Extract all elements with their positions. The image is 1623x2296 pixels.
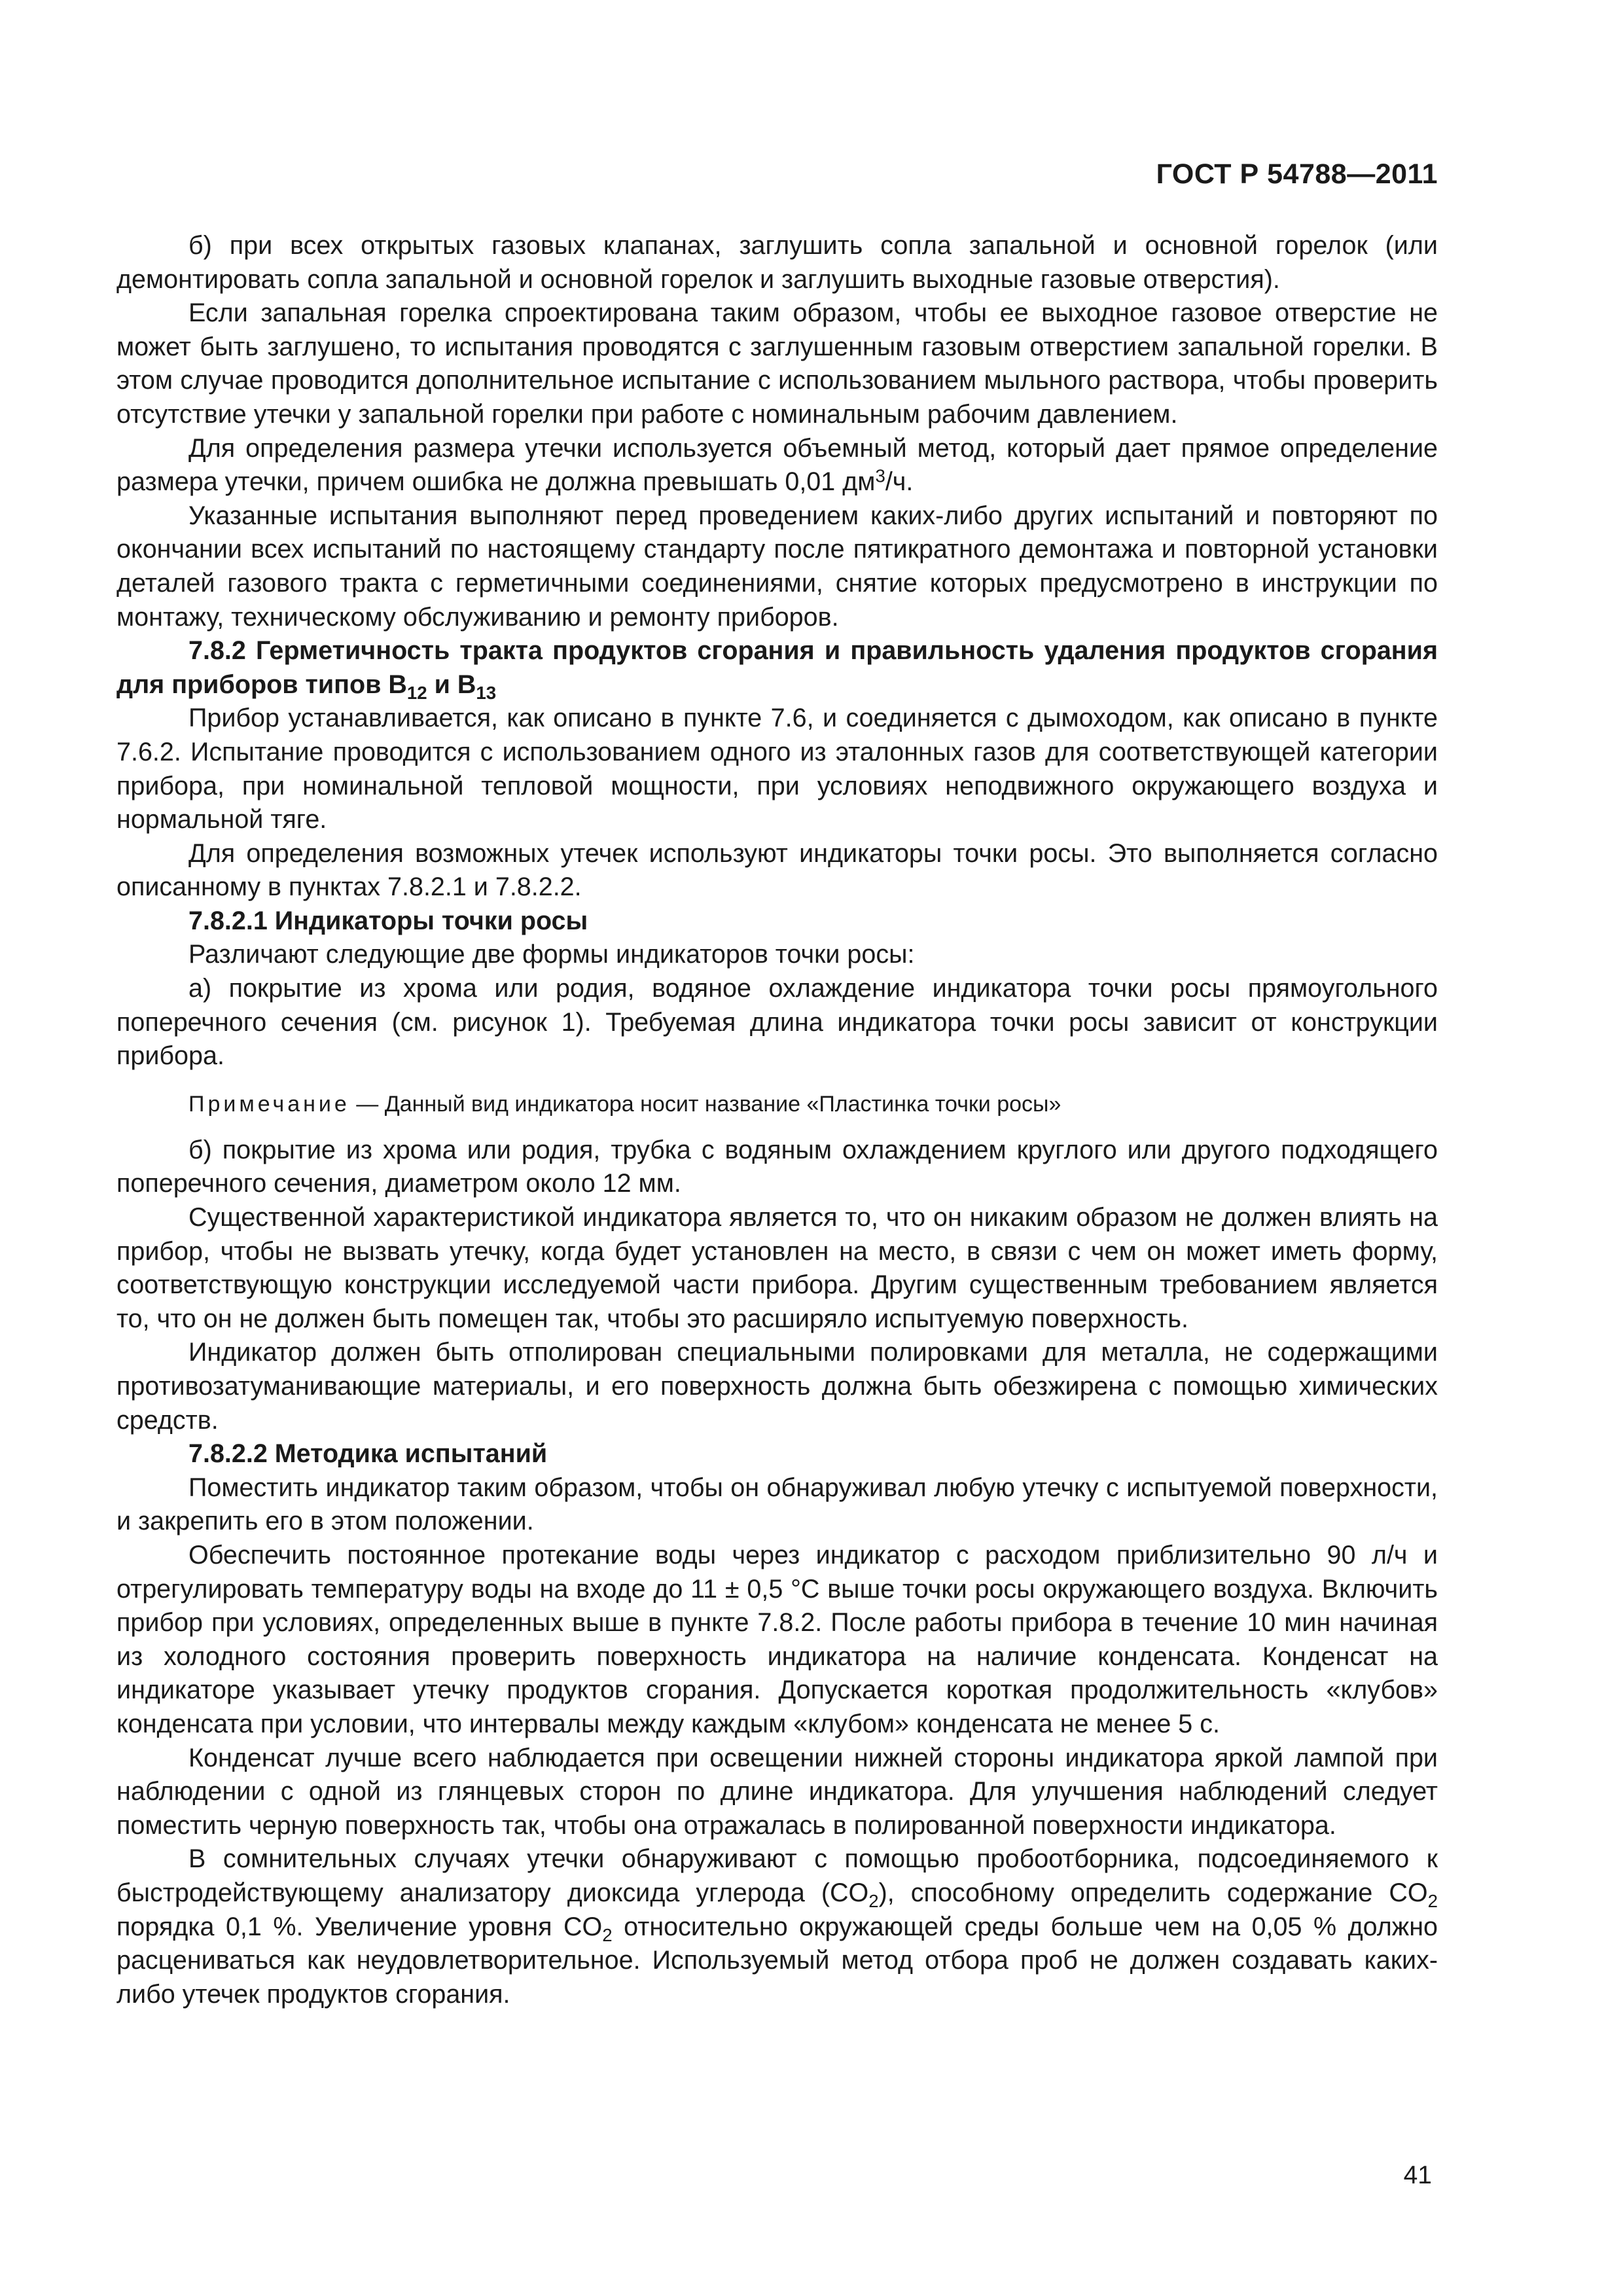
paragraph: Для определения размера утечки используется объемный метод, который дает прямое определение размера утечки, причем ошибка не должна превышать 0,01 $дм^3/ч$. bbox=[116, 433, 1438, 497]
paragraph: Существенной характеристикой индикатора является то, что он никаким образом не должен влиять на прибор, чтобы не вызвать утечку, когда будет установлен на место, в связи с чем он может иметь форму, соответствующую конструкции исследуемой части прибора. Другим существенным требованием является то, что он не должен быть помещен так, чтобы это расширяло испытуемую поверхность. bbox=[116, 1203, 1438, 1333]
paragraph: Если запальная горелка спроектирована таким образом, чтобы ее выходное газовое отверстие не может быть заглушено, то испытания проводятся с заглушенным газовым отверстием запальной горелки. В этом случае проводится дополнительное испытание с использованием мыльного раствора, чтобы проверить отсутствие утечки у запальной горелки при работе с номинальным рабочим давлением. bbox=[116, 298, 1438, 429]
paragraph: Указанные испытания выполняют перед проведением каких-либо других испытаний и повторяют по окончании всех испытаний по настоящему стандарту после пятикратного демонтажа и повторной установки деталей газового тракта с герметичными соединениями, снятие которых предусмотрено в инструкции по монтажу, техническому обслуживанию и ремонту приборов. bbox=[116, 501, 1438, 632]
paragraph: Поместить индикатор таким образом, чтобы он обнаруживал любую утечку с испытуемой поверхности, и закрепить его в этом положении. bbox=[116, 1473, 1438, 1536]
paragraph: Индикатор должен быть отполирован специальными полировками для металла, не содержащими противозатуманивающие материалы, и его поверхность должна быть обезжирена с помощью химических средств. bbox=[116, 1338, 1438, 1435]
paragraph: а) покрытие из хрома или родия, водяное охлаждение индикатора точки росы прямоугольного поперечного сечения (см. рисунок 1). Требуемая длина индикатора точки росы зависит от конструкции прибора. bbox=[116, 974, 1438, 1071]
paragraph: Для определения возможных утечек используют индикаторы точки росы. Это выполняется согласно описанному в пунктах 7.8.2.1 и 7.8.2.2. bbox=[116, 838, 1438, 902]
page-number: 41 bbox=[1403, 2161, 1432, 2189]
paragraph: В сомнительных случаях утечки обнаруживают с помощью пробоотборника, подсоединяемого к быстродействующему анализатору диоксида углерода $(CO_2)$, способному определить содержание $CO_2$ порядка 0,1 %. Увеличение уровня $CO_2$ относительно окружающей среды больше чем на 0,05 % должно расцениваться как неудовлетворительное. Используемый метод отбора проб не должен создавать каких-либо утечек продуктов сгорания. bbox=[116, 1844, 1438, 2009]
paragraph: Различают следующие две формы индикаторов точки росы: bbox=[188, 940, 915, 969]
note-text: — Данный вид индикатора носит название «Пластинка точки росы» bbox=[349, 1091, 1061, 1117]
standard-designation: ГОСТ Р 54788—2011 bbox=[1156, 158, 1438, 190]
paragraph: б) покрытие из хрома или родия, трубка с водяным охлаждением круглого или другого подходящего поперечного сечения, диаметром около 12 мм. bbox=[116, 1135, 1438, 1198]
paragraph: б) при всех открытых газовых клапанах, заглушить сопла запальной и основной горелок (или демонтировать сопла запальной и основной горелок и заглушить выходные газовые отверстия). bbox=[116, 231, 1438, 294]
section-heading-7-8-2: 7.8.2 Герметичность тракта продуктов сгорания и правильность удаления продуктов сгорания для приборов типов $B_{12}$ и $B_{13}$ bbox=[116, 636, 1438, 703]
section-heading-7-8-2-2: 7.8.2.2 Методика испытаний bbox=[188, 1439, 548, 1469]
note bbox=[116, 1089, 1438, 1119]
document-body bbox=[116, 229, 1438, 2011]
paragraph: Обеспечить постоянное протекание воды через индикатор с расходом приблизительно 90 л/ч и отрегулировать температуру воды на входе до 11 ± 0,5 °С выше точки росы окружающего воздуха. Включить прибор при условиях, определенных выше в пункте 7.8.2. После работы прибора в течение 10 мин начиная из холодного состояния проверить поверхность индикатора на наличие конденсата. Конденсат на индикаторе указывает утечку продуктов сгорания. Допускается короткая продолжительность «клубов» конденсата при условии, что интервалы между каждым «клубом» конденсата не менее 5 с. bbox=[116, 1540, 1438, 1738]
paragraph: Конденсат лучше всего наблюдается при освещении нижней стороны индикатора яркой лампой при наблюдении с одной из глянцевых сторон по длине индикатора. Для улучшения наблюдений следует поместить черную поверхность так, чтобы она отражалась в полированной поверхности индикатора. bbox=[116, 1743, 1438, 1840]
paragraph: Прибор устанавливается, как описано в пункте 7.6, и соединяется с дымоходом, как описано в пункте 7.6.2. Испытание проводится с использованием одного из эталонных газов для соответствующей категории прибора, при номинальной тепловой мощности, при условиях неподвижного окружающего воздуха и нормальной тяге. bbox=[116, 704, 1438, 834]
section-heading-7-8-2-1: 7.8.2.1 Индикаторы точки росы bbox=[188, 906, 588, 935]
note-label: Примечание bbox=[188, 1091, 350, 1117]
